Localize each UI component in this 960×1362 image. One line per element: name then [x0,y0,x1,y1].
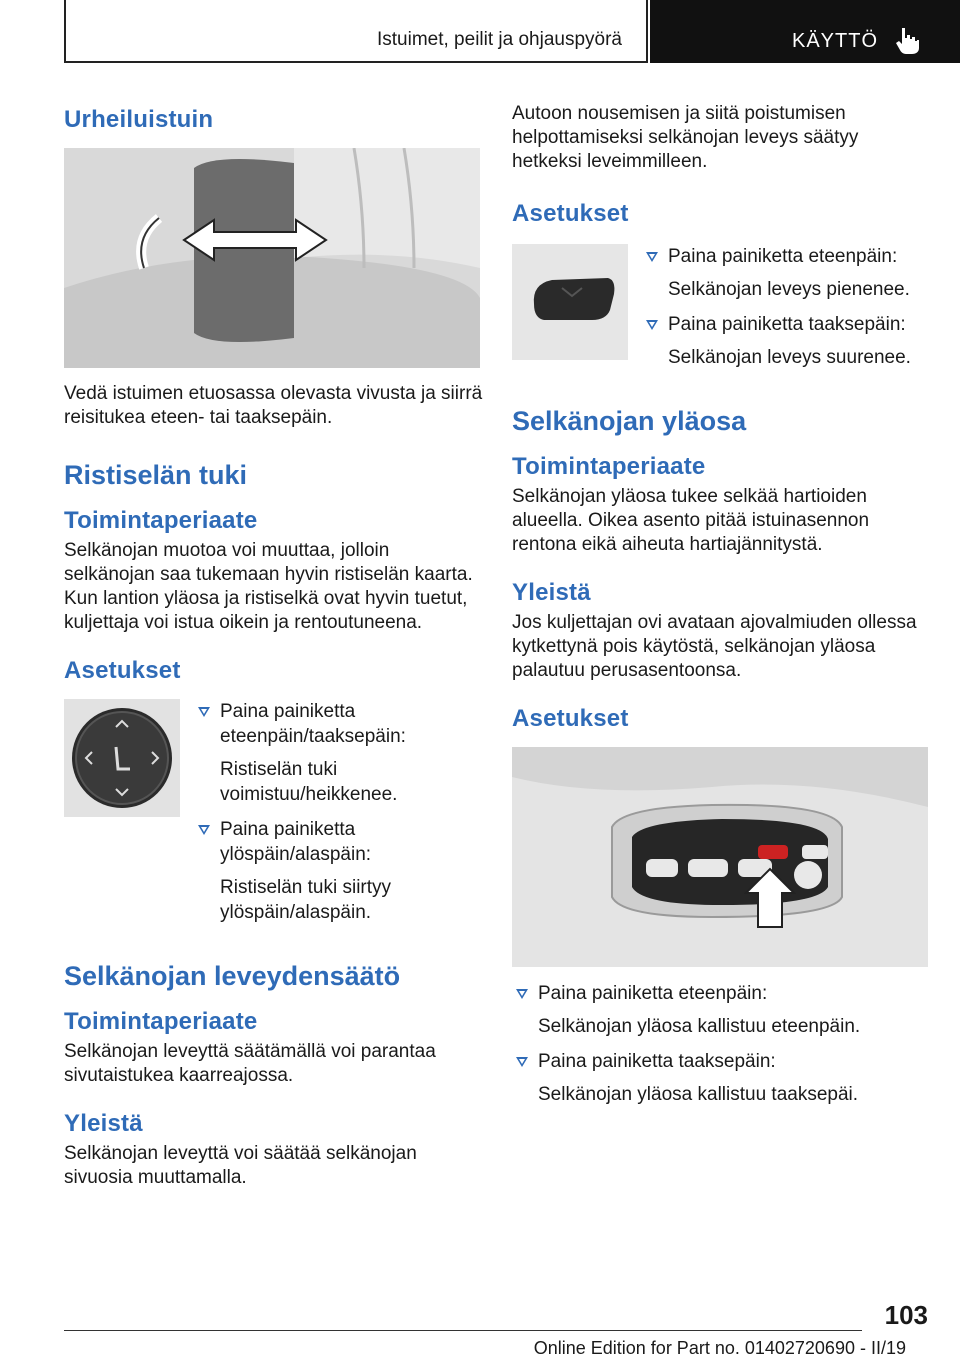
list-item-action: Paina painiketta eteenpäin: [668,246,898,267]
upper-settings-list [512,981,932,1107]
seat-adjustment-switches-image [512,747,928,967]
header-chapter-title: KÄYTTÖ [792,30,879,52]
heading-sport-seat: Urheiluistuin [64,106,214,133]
list-item-result: Ristiselän tuki voimistuu/heikkenee. [220,759,398,805]
page-number: 103 [884,1300,928,1330]
list-item-action: Paina painiketta taaksepäin: [668,314,906,335]
bullet-triangle-icon [646,252,658,262]
lumbar-control-button-image [64,699,180,817]
header-chapter-tab[interactable] [650,0,960,63]
heading-lumbar-principle: Toimintaperiaate [64,507,258,534]
width-general-text: Selkänojan leveyttä voi säätää selkänojan sivuosia muuttamalla. [64,1143,417,1188]
heading-upper-principle: Toimintaperiaate [512,453,706,480]
list-item-result: Selkänojan yläosa kallistuu taaksepäi. [538,1084,859,1105]
list-item [194,699,484,807]
lumbar-principle-text: Selkänojan muotoa voi muuttaa, jolloin selkänojan saa tukemaan hyvin ristiselän kaarta. Kun lantion yläosa ja ristiselkä ovat hyvin tuetut, kuljettaja voi istua oikein ja rentoutuneena. [64,540,473,633]
list-item-action: Paina painiketta taaksepäin: [538,1051,776,1072]
edition-note: Online Edition for Part no. 01402720690 - II/19 [533,1338,906,1358]
width-settings-block [512,244,932,370]
upper-principle-text: Selkänojan yläosa tukee selkää hartioiden alueella. Oikea asento pitää istuinasennon rentona eikä aiheuta hartiajännitystä. [512,486,870,555]
bullet-triangle-icon [198,825,210,835]
list-item-result: Ristiselän tuki siirtyy ylöspäin/alaspäin. [220,877,392,923]
list-item-result: Selkänojan leveys suurenee. [668,347,911,368]
header-section-box [64,0,648,63]
list-item [642,244,911,302]
heading-lumbar-settings: Asetukset [64,657,181,684]
width-settings-list [642,244,911,370]
header-section-title: Istuimet, peilit ja ohjauspyörä [376,29,622,50]
heading-upper-settings: Asetukset [512,705,629,732]
lumbar-settings-list [194,699,484,925]
lumbar-settings-block [64,699,484,925]
list-item-action: Paina painiketta eteenpäin: [538,983,768,1004]
list-item-action: Paina painiketta eteenpäin/taaksepäin: [220,701,406,747]
heading-upper-backrest: Selkänojan yläosa [512,406,747,436]
bullet-triangle-icon [516,1057,528,1067]
heading-width-principle: Toimintaperiaate [64,1008,258,1035]
list-item [512,981,932,1039]
list-item [512,1049,932,1107]
sport-seat-thigh-support-image [64,148,480,368]
heading-upper-general: Yleistä [512,579,591,606]
list-item [194,817,484,925]
footer-divider [64,1330,862,1331]
left-column [64,96,484,1190]
hand-pointer-icon [894,26,920,54]
upper-general-text: Jos kuljettajan ovi avataan ajovalmiuden ollessa kytkettynä pois käytöstä, selkänojan yläosa palautuu perusasentoonsa. [512,612,917,681]
list-item-result: Selkänojan yläosa kallistuu eteenpäin. [538,1016,861,1037]
heading-backrest-width: Selkänojan leveydensäätö [64,961,401,991]
sport-seat-text: Vedä istuimen etuosassa olevasta vivusta ja siirrä reisitukea eteen- tai taaksepäin. [64,383,483,428]
list-item-result: Selkänojan leveys pienenee. [668,279,910,300]
list-item-action: Paina painiketta ylöspäin/alaspäin: [220,819,372,865]
right-column [512,96,932,1107]
heading-width-general: Yleistä [64,1110,143,1137]
bullet-triangle-icon [646,320,658,330]
bullet-triangle-icon [516,989,528,999]
width-entry-text: Autoon nousemisen ja siitä poistumisen helpottamiseksi selkänojan leveys säätyy hetkeksi leveimmilleen. [512,103,859,172]
list-item [642,312,911,370]
heading-width-settings: Asetukset [512,200,629,227]
heading-lumbar-support: Ristiselän tuki [64,460,248,490]
width-control-button-image [512,244,628,360]
bullet-triangle-icon [198,707,210,717]
width-principle-text: Selkänojan leveyttä säätämällä voi parantaa sivutaistukea kaarreajossa. [64,1041,436,1086]
